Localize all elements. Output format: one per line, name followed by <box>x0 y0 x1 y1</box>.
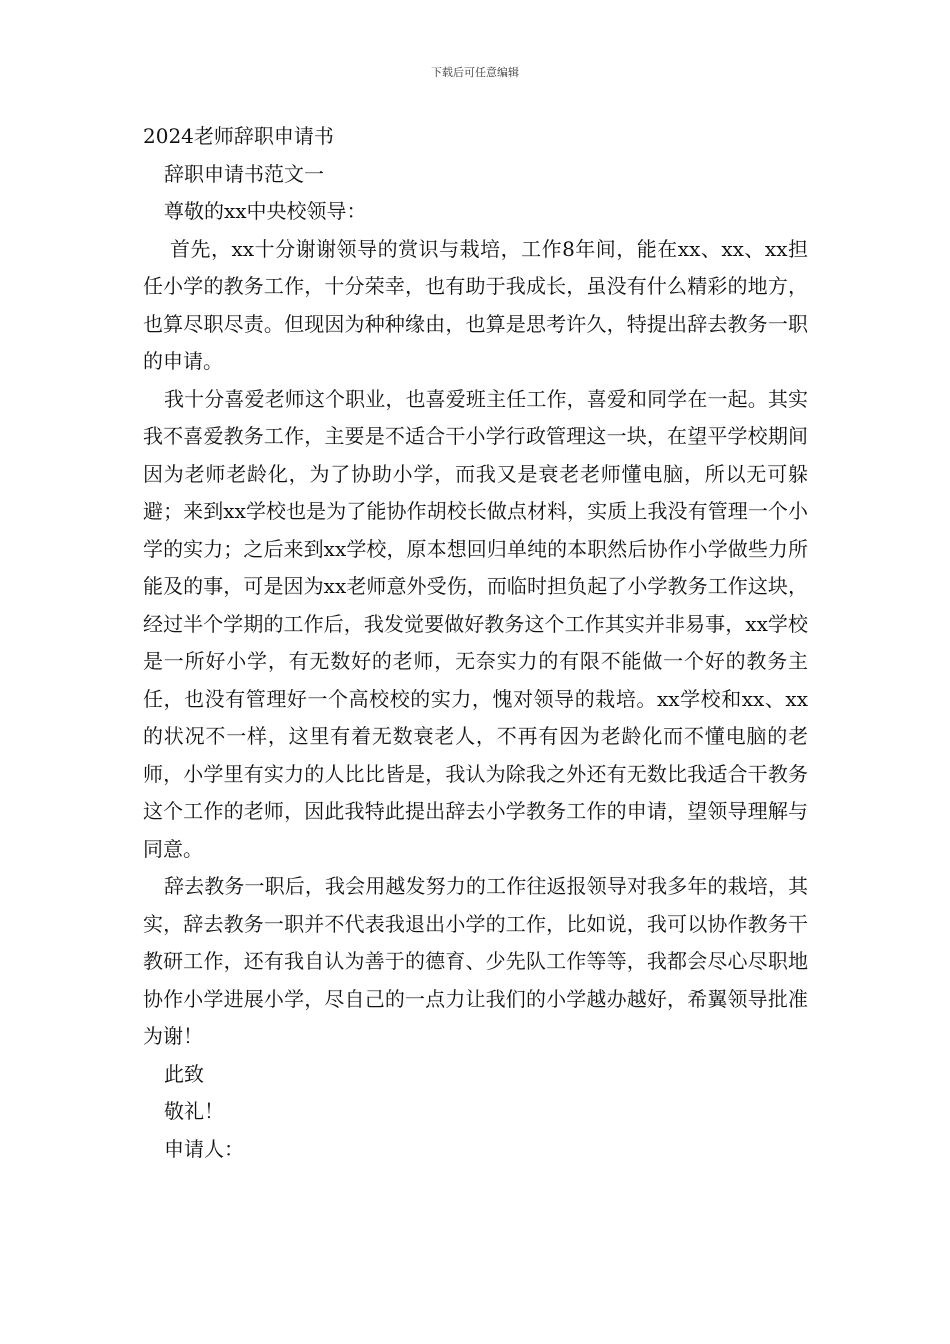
paragraph-1: 首先，xx十分谢谢领导的赏识与栽培，工作8年间，能在xx、xx、xx担任小学的教务工作，十分荣幸，也有助于我成长，虽没有什么精彩的地方，也算尽职尽责。但现因为种种缘由，也算是思考许久，特提出辞去教务一职的申请。 <box>143 236 808 373</box>
document-subtitle: 辞职申请书范文一 <box>164 161 324 186</box>
closing-line-1: 此致 <box>164 1061 204 1086</box>
document-title: 2024老师辞职申请书 <box>143 124 334 148</box>
paragraph-3: 辞去教务一职后，我会用越发努力的工作往返报领导对我多年的栽培，其实，辞去教务一职并不代表我退出小学的工作，比如说，我可以协作教务干教研工作，还有我自认为善于的德育、少先队工作等等，我都会尽心尽职地协作小学进展小学，尽自己的一点力让我们的小学越办越好，希翼领导批准为谢！ <box>143 874 808 1048</box>
document-body <box>143 118 808 1168</box>
paragraph-2: 我十分喜爱老师这个职业，也喜爱班主任工作，喜爱和同学在一起。其实我不喜爱教务工作，主要是不适合干小学行政管理这一块，在望平学校期间因为老师老龄化，为了协助小学，而我又是衰老老师懂电脑，所以无可躲避；来到xx学校也是为了能协作胡校长做点材料，实质上我没有管理一个小学的实力；之后来到xx学校，原本想回归单纯的本职然后协作小学做些力所能及的事，可是因为xx老师意外受伤，而临时担负起了小学教务工作这块，经过半个学期的工作后，我发觉要做好教务这个工作其实并非易事，xx学校是一所好小学，有无数好的老师，无奈实力的有限不能做一个好的教务主任，也没有管理好一个高校校的实力，愧对领导的栽培。xx学校和xx、xx的状况不一样，这里有着无数衰老人，不再有因为老龄化而不懂电脑的老师，小学里有实力的人比比皆是，我认为除我之外还有无数比我适合干教务这个工作的老师，因此我特此提出辞去小学教务工作的申请，望领导理解与同意。 <box>143 386 808 861</box>
closing-line-2: 敬礼！ <box>164 1099 224 1123</box>
header-note: 下载后可任意编辑 <box>431 66 519 79</box>
signature-label: 申请人： <box>164 1136 244 1161</box>
salutation: 尊敬的xx中央校领导： <box>164 199 367 223</box>
